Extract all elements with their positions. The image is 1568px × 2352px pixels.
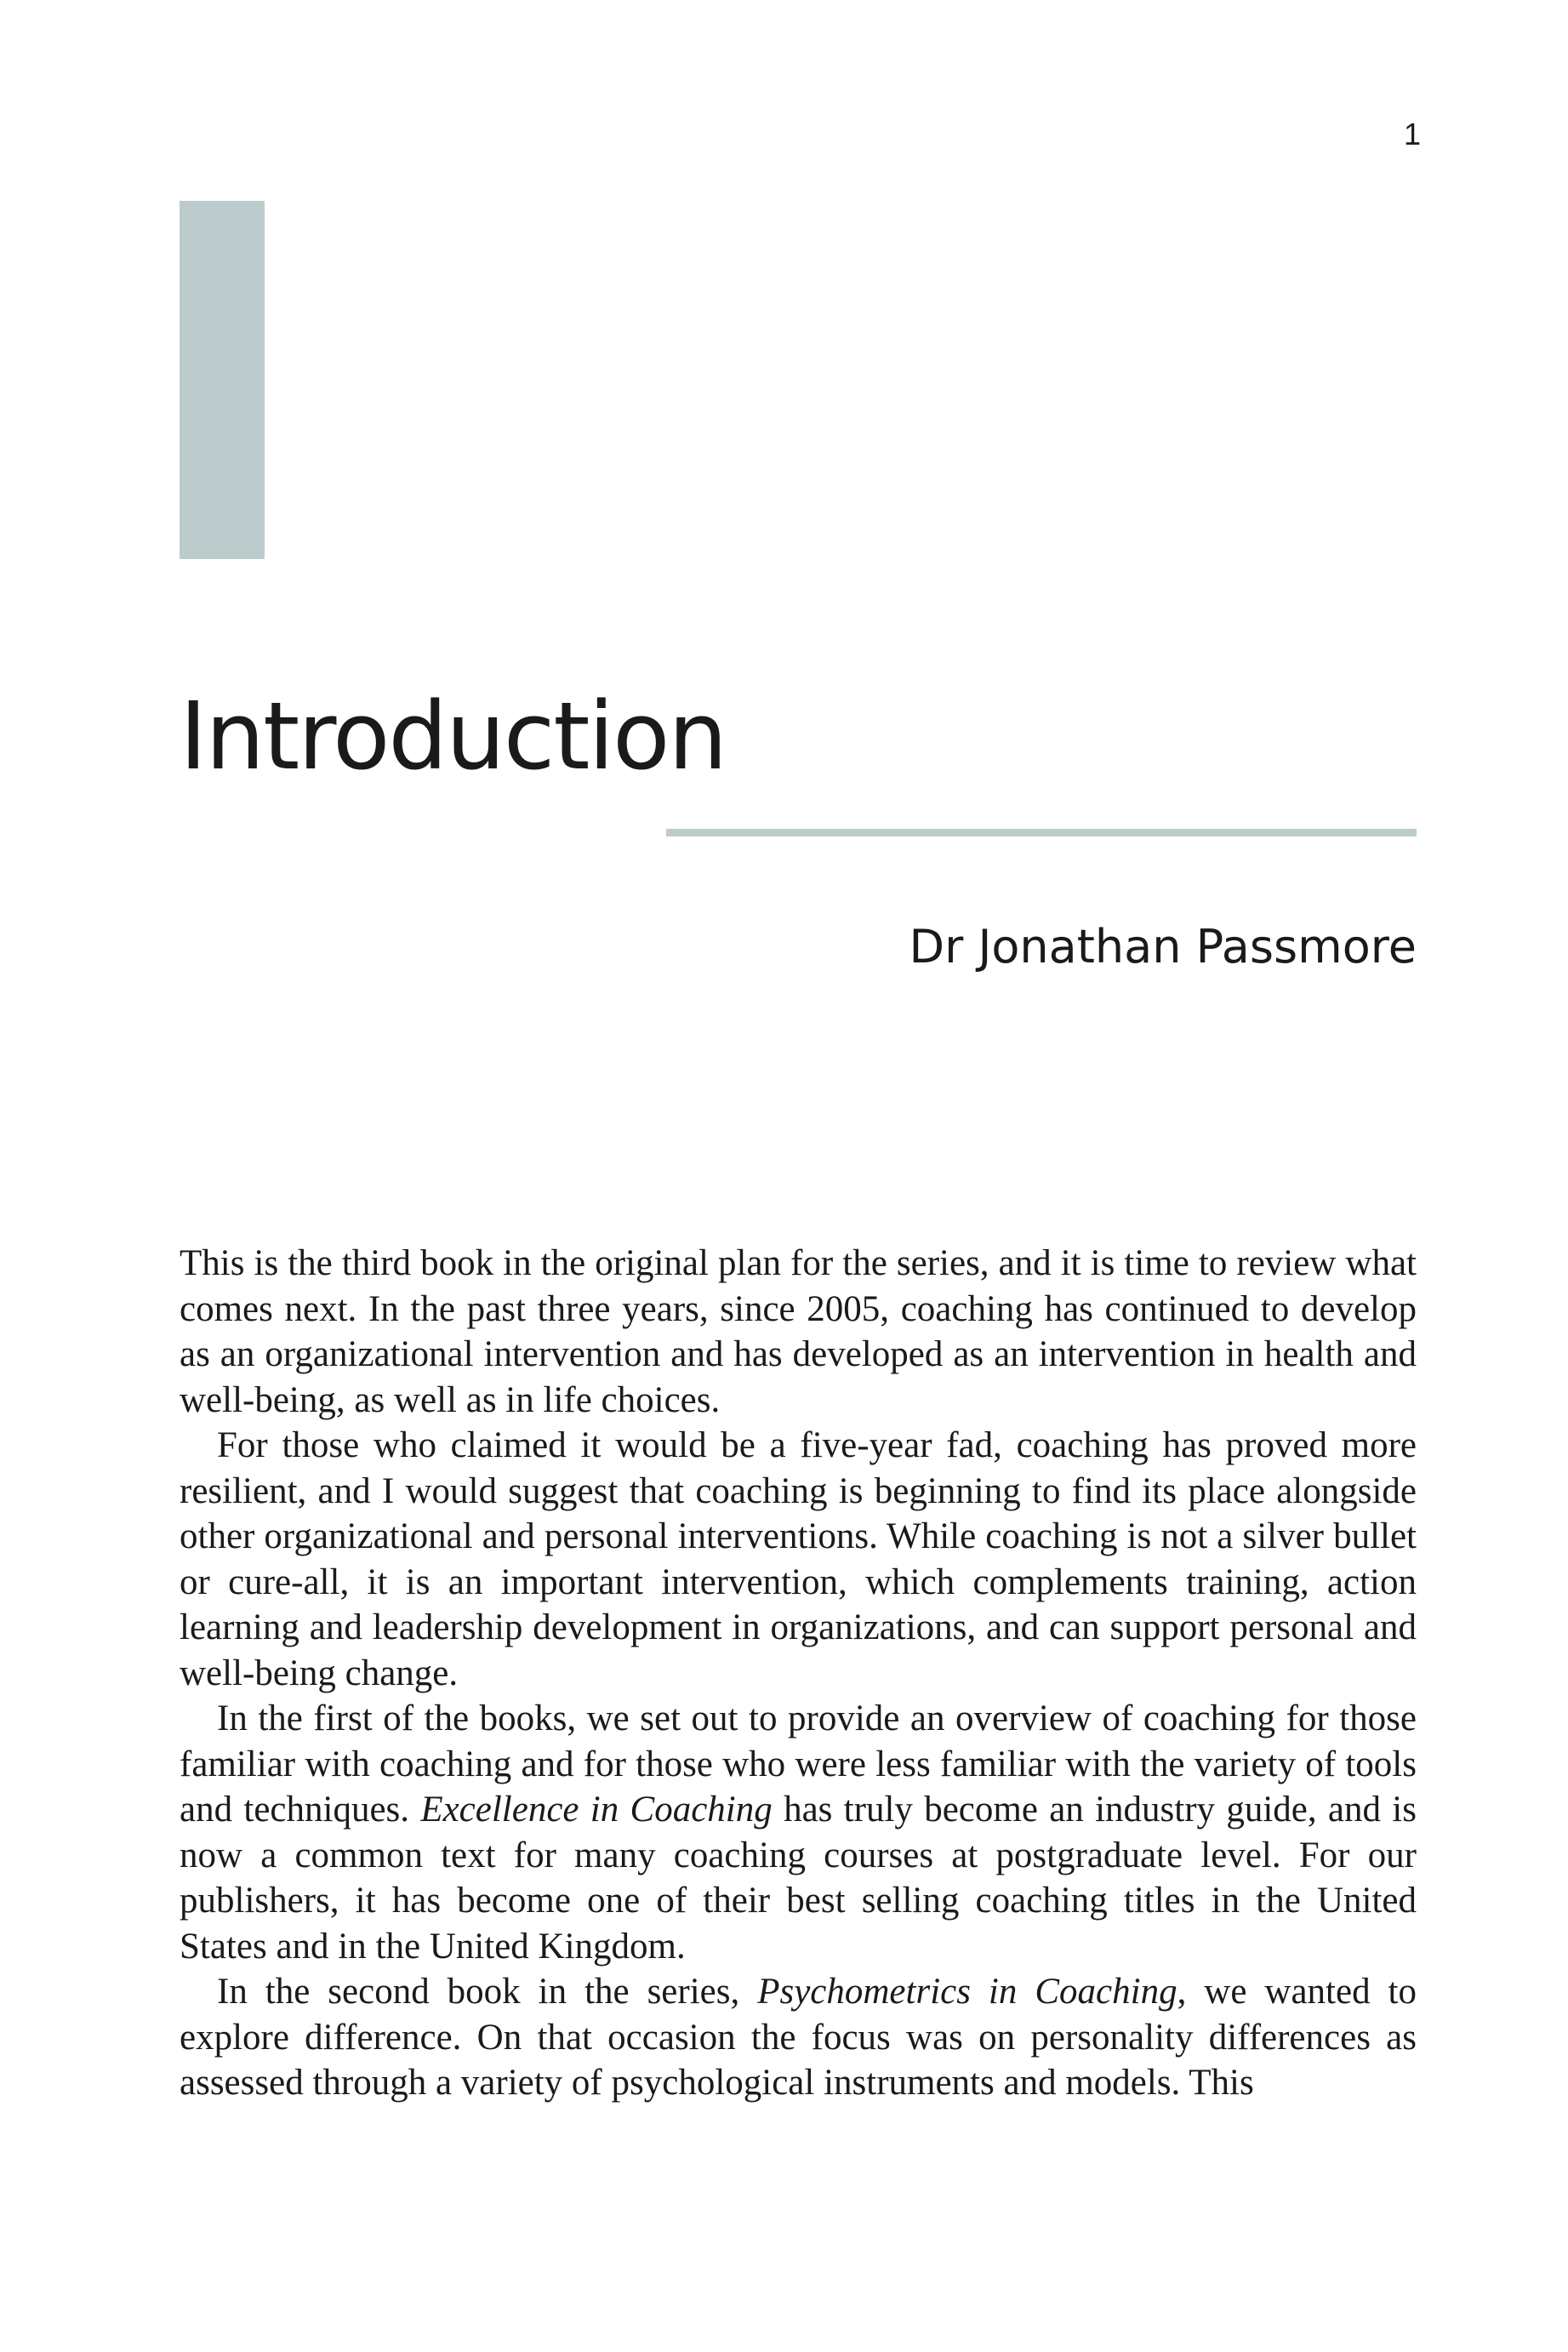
paragraph-4 bbox=[180, 1969, 1417, 2106]
paragraph-3-text-after: has truly become an industry guide, and is now a common text for many coaching courses at postgraduate level. For our publishers, it has become one of their best selling coaching titles in the United States and in the United Kingdom. bbox=[180, 1790, 1417, 1967]
book-title-psychometrics-in-coaching: Psychometrics in Coaching bbox=[757, 1972, 1177, 2012]
paragraph-3-text-before: In the first of the books, we set out to provide an overview of coaching for those familiar with coaching and for those who were less familiar with the variety of tools and techniques. bbox=[180, 1698, 1417, 1830]
title-rule bbox=[666, 829, 1417, 836]
paragraph-4-text-after: , we wanted to explore difference. On that occasion the focus was on personality differences as assessed through a variety of psychological instruments and models. This bbox=[180, 1972, 1417, 2103]
chapter-accent-block bbox=[180, 201, 265, 559]
chapter-author: Dr Jonathan Passmore bbox=[909, 920, 1417, 973]
paragraph-3 bbox=[180, 1696, 1417, 1969]
chapter-title: Introduction bbox=[180, 682, 727, 791]
paragraph-4-text-before: In the second book in the series, bbox=[217, 1972, 758, 2012]
paragraph-2: For those who claimed it would be a five-year fad, coaching has proved more resilient, and I would suggest that coaching is beginning to find its place alongside other organizational and personal interventions. While coaching is not a silver bullet or cure-all, it is an important intervention, which complements training, action learning and leadership development in organizations, and can support personal and well-being change. bbox=[180, 1425, 1417, 1693]
paragraph-1: This is the third book in the original plan for the series, and it is time to review what comes next. In the past three years, since 2005, coaching has continued to develop as an organizational intervention and has developed as an intervention in health and well-being, as well as in life choices. bbox=[180, 1243, 1417, 1420]
page-number: 1 bbox=[1403, 117, 1421, 151]
body-text bbox=[180, 1241, 1417, 2106]
book-title-excellence-in-coaching: Excellence in Coaching bbox=[420, 1790, 773, 1830]
